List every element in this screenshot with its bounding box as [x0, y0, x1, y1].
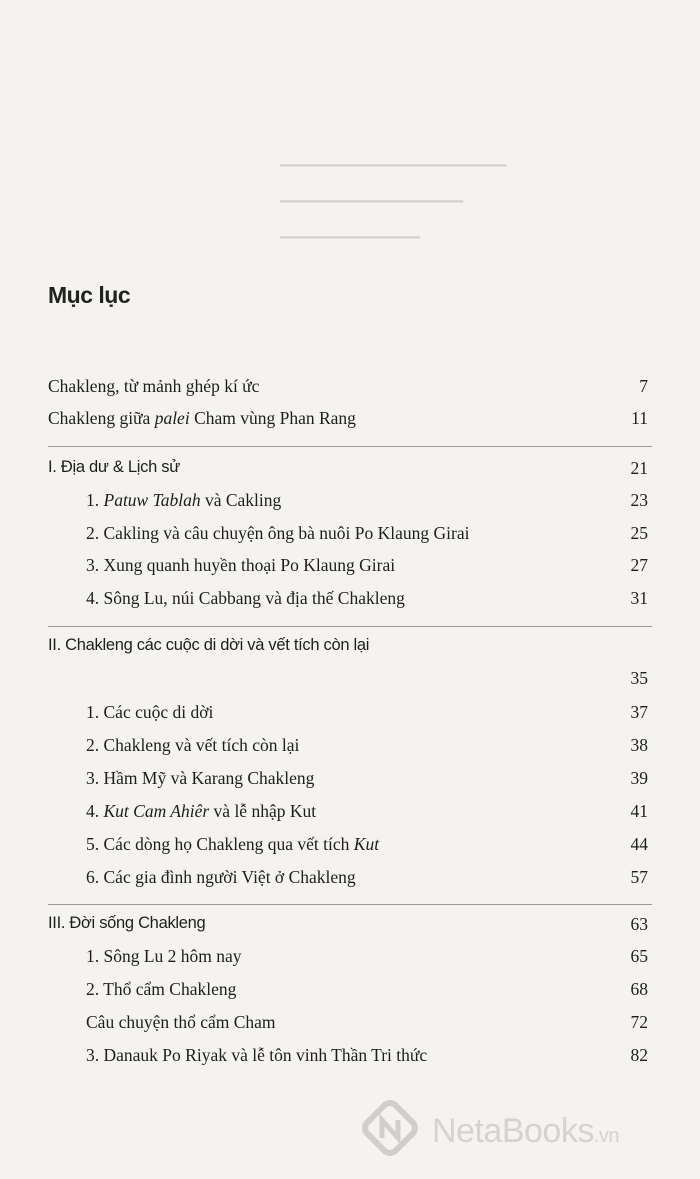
toc-entry-label: 2. Chakleng và vết tích còn lại [86, 735, 300, 755]
bleed-through-text: ▁▁▁▁▁▁▁▁▁▁▁▁▁▁▁▁▁▁▁▁▁ ▁▁▁▁▁▁▁▁▁▁▁▁▁▁▁▁▁ ▁▁▁▁▁▁▁▁▁▁▁▁▁ [280, 150, 507, 238]
toc-page-number: 57 [630, 867, 648, 887]
toc-entry-label: 3. Xung quanh huyền thoại Po Klaung Girai [86, 555, 396, 575]
toc-page-number: 7 [639, 376, 648, 396]
toc-section[interactable] [0, 636, 700, 688]
toc-page-number: 65 [630, 946, 648, 966]
toc-entry-label: 3. Danauk Po Riyak và lễ tôn vinh Thần Tri thức [86, 1045, 428, 1065]
toc-entry[interactable] [0, 702, 700, 730]
page-title: Mục lục [48, 282, 131, 308]
toc-page-number: 63 [630, 914, 648, 934]
toc-entry[interactable] [0, 588, 700, 616]
watermark-text [432, 1112, 619, 1151]
divider [48, 626, 652, 627]
divider [48, 446, 652, 447]
toc-entry[interactable] [0, 408, 700, 436]
toc-page-number: 35 [630, 668, 648, 688]
toc-page-number: 21 [630, 458, 648, 478]
toc-page-number: 11 [631, 408, 648, 428]
toc-page-number: 82 [630, 1045, 648, 1065]
toc-entry[interactable] [0, 1012, 700, 1040]
toc-entry-label: 6. Các gia đình người Việt ở Chakleng [86, 867, 356, 887]
toc-entry[interactable] [0, 376, 700, 404]
toc-page-number: 31 [630, 588, 648, 608]
watermark-suffix: .vn [593, 1125, 620, 1147]
toc-entry[interactable] [0, 867, 700, 895]
toc-entry[interactable] [0, 523, 700, 551]
toc-entry-label: 3. Hầm Mỹ và Karang Chakleng [86, 768, 315, 788]
toc-entry[interactable] [0, 979, 700, 1007]
toc-entry[interactable] [0, 1045, 700, 1073]
toc-entry-label: 4. Sông Lu, núi Cabbang và địa thế Chakleng [86, 588, 405, 608]
toc-entry-label: Chakleng, từ mảnh ghép kí ức [48, 376, 260, 396]
toc-section[interactable] [0, 458, 700, 486]
toc-section-label: III. Đời sống Chakleng [48, 914, 206, 932]
toc-page-number: 72 [630, 1012, 648, 1032]
toc-entry-label: 4. Kut Cam Ahiêr và lễ nhập Kut [86, 801, 317, 821]
toc-page-number: 27 [630, 555, 648, 575]
toc-section-label: II. Chakleng các cuộc di dời và vết tích còn lại [48, 636, 370, 654]
toc-entry-label: Câu chuyện thổ cẩm Cham [86, 1012, 276, 1032]
divider [48, 904, 652, 905]
watermark-brand: NetaBooks [432, 1112, 594, 1150]
toc-section[interactable] [0, 914, 700, 942]
toc-entry-label: 1. Các cuộc di dời [86, 702, 214, 722]
toc-page-number: 37 [630, 702, 648, 722]
toc-entry[interactable] [0, 490, 700, 518]
toc-entry-label: 1. Sông Lu 2 hôm nay [86, 946, 242, 966]
toc-entry-label: 1. Patuw Tablah và Cakling [86, 490, 282, 510]
toc-entry[interactable] [0, 555, 700, 583]
toc-page-number: 39 [630, 768, 648, 788]
toc-entry[interactable] [0, 735, 700, 763]
toc-section-label: I. Địa dư & Lịch sử [48, 458, 180, 476]
toc-entry[interactable] [0, 834, 700, 862]
toc-page-number: 23 [630, 490, 648, 510]
toc-entry[interactable] [0, 946, 700, 974]
toc-entry-label: 2. Cakling và câu chuyện ông bà nuôi Po Klaung Girai [86, 523, 470, 543]
toc-entry-label: 5. Các dòng họ Chakleng qua vết tích Kut [86, 834, 380, 854]
toc-page-number: 25 [630, 523, 648, 543]
toc-page-number: 38 [630, 735, 648, 755]
toc-entry-label: Chakleng giữa palei Cham vùng Phan Rang [48, 408, 356, 428]
toc-page-number: 44 [630, 834, 648, 854]
toc-entry-label: 2. Thổ cẩm Chakleng [86, 979, 237, 999]
toc-page-number: 41 [630, 801, 648, 821]
toc-page-number: 68 [630, 979, 648, 999]
netabooks-logo-icon [362, 1100, 422, 1160]
toc-entry[interactable] [0, 801, 700, 829]
netabooks-watermark [362, 1100, 682, 1160]
toc-entry[interactable] [0, 768, 700, 796]
